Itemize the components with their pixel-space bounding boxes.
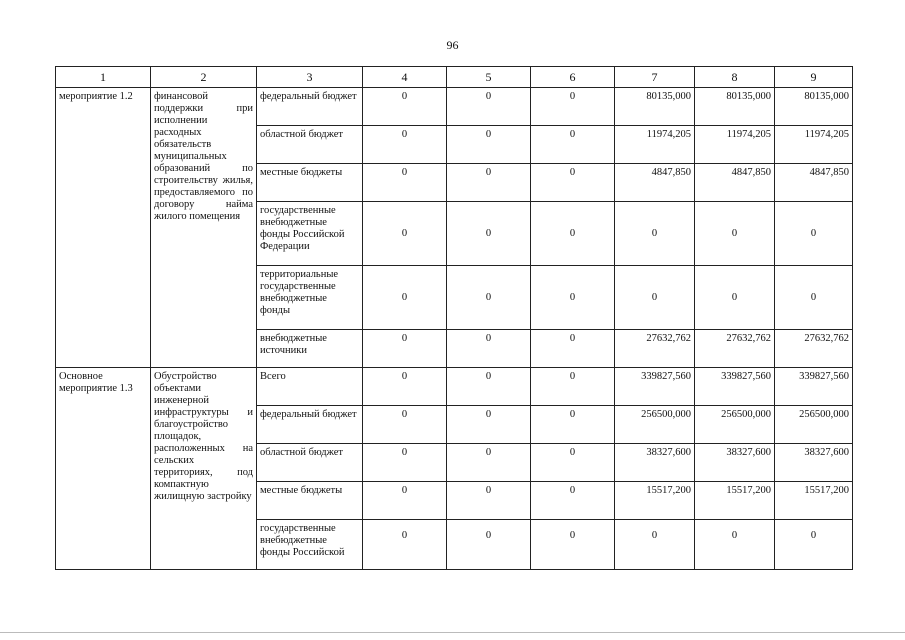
value-cell: 0 bbox=[363, 88, 447, 126]
header-cell: 7 bbox=[615, 67, 695, 88]
value-cell: 0 bbox=[447, 368, 531, 406]
value-cell: 0 bbox=[447, 444, 531, 482]
value-cell: 38327,600 bbox=[695, 444, 775, 482]
value-cell: 0 bbox=[531, 482, 615, 520]
value-cell: 339827,560 bbox=[775, 368, 853, 406]
value-cell: 0 bbox=[447, 330, 531, 368]
source-cell: местные бюджеты bbox=[257, 482, 363, 520]
activity-cell: Основное мероприятие 1.3 bbox=[56, 368, 151, 570]
value-cell: 0 bbox=[363, 126, 447, 164]
header-cell: 5 bbox=[447, 67, 531, 88]
value-cell: 0 bbox=[531, 202, 615, 266]
header-cell: 6 bbox=[531, 67, 615, 88]
value-cell: 0 bbox=[615, 520, 695, 570]
header-cell: 1 bbox=[56, 67, 151, 88]
value-cell: 0 bbox=[363, 266, 447, 330]
value-cell: 0 bbox=[531, 126, 615, 164]
value-cell: 80135,000 bbox=[695, 88, 775, 126]
source-cell: государственные внебюджетные фонды Российской Федерации bbox=[257, 202, 363, 266]
value-cell: 0 bbox=[531, 164, 615, 202]
value-cell: 0 bbox=[531, 406, 615, 444]
value-cell: 0 bbox=[363, 330, 447, 368]
value-cell: 0 bbox=[363, 164, 447, 202]
value-cell: 38327,600 bbox=[615, 444, 695, 482]
page-number: 96 bbox=[446, 38, 459, 52]
source-cell: государственные внебюджетные фонды Российской bbox=[257, 520, 363, 570]
value-cell: 0 bbox=[363, 444, 447, 482]
value-cell: 0 bbox=[363, 520, 447, 570]
value-cell: 0 bbox=[531, 88, 615, 126]
source-cell: областной бюджет bbox=[257, 126, 363, 164]
value-cell: 0 bbox=[615, 266, 695, 330]
value-cell: 27632,762 bbox=[695, 330, 775, 368]
bottom-rule bbox=[0, 632, 905, 633]
value-cell: 0 bbox=[447, 406, 531, 444]
value-cell: 0 bbox=[447, 520, 531, 570]
value-cell: 0 bbox=[695, 266, 775, 330]
value-cell: 15517,200 bbox=[775, 482, 853, 520]
value-cell: 0 bbox=[695, 520, 775, 570]
value-cell: 0 bbox=[447, 482, 531, 520]
value-cell: 38327,600 bbox=[775, 444, 853, 482]
value-cell: 0 bbox=[531, 266, 615, 330]
budget-table bbox=[55, 66, 853, 570]
value-cell: 339827,560 bbox=[695, 368, 775, 406]
value-cell: 0 bbox=[363, 406, 447, 444]
value-cell: 0 bbox=[695, 202, 775, 266]
value-cell: 0 bbox=[531, 520, 615, 570]
header-cell: 2 bbox=[151, 67, 257, 88]
value-cell: 0 bbox=[447, 266, 531, 330]
value-cell: 0 bbox=[775, 520, 853, 570]
value-cell: 0 bbox=[531, 330, 615, 368]
value-cell: 11974,205 bbox=[695, 126, 775, 164]
value-cell: 256500,000 bbox=[695, 406, 775, 444]
value-cell: 0 bbox=[363, 368, 447, 406]
value-cell: 256500,000 bbox=[775, 406, 853, 444]
source-cell: территориальные государственные внебюджетные фонды bbox=[257, 266, 363, 330]
header-cell: 8 bbox=[695, 67, 775, 88]
value-cell: 4847,850 bbox=[775, 164, 853, 202]
value-cell: 0 bbox=[775, 266, 853, 330]
description-cell: Обустройство объектами инженерной инфраструктуры и благоустройство площадок, расположенных на сельских территориях, под компактную жилищную застройку bbox=[151, 368, 257, 570]
value-cell: 4847,850 bbox=[695, 164, 775, 202]
table-row bbox=[56, 368, 853, 406]
source-cell: областной бюджет bbox=[257, 444, 363, 482]
source-cell: внебюджетные источники bbox=[257, 330, 363, 368]
source-cell: Всего bbox=[257, 368, 363, 406]
value-cell: 0 bbox=[615, 202, 695, 266]
value-cell: 4847,850 bbox=[615, 164, 695, 202]
value-cell: 80135,000 bbox=[775, 88, 853, 126]
source-cell: федеральный бюджет bbox=[257, 88, 363, 126]
activity-cell: мероприятие 1.2 bbox=[56, 88, 151, 368]
header-cell: 9 bbox=[775, 67, 853, 88]
value-cell: 0 bbox=[447, 164, 531, 202]
value-cell: 80135,000 bbox=[615, 88, 695, 126]
value-cell: 0 bbox=[363, 202, 447, 266]
description-cell: финансовой поддержки при исполнении расходных обязательств муниципальных образований по строительству жилья, предоставляемого по договору найма жилого помещения bbox=[151, 88, 257, 368]
header-row bbox=[56, 67, 853, 88]
header-cell: 4 bbox=[363, 67, 447, 88]
value-cell: 11974,205 bbox=[775, 126, 853, 164]
value-cell: 0 bbox=[531, 444, 615, 482]
table-row bbox=[56, 88, 853, 126]
value-cell: 0 bbox=[531, 368, 615, 406]
value-cell: 15517,200 bbox=[615, 482, 695, 520]
value-cell: 27632,762 bbox=[615, 330, 695, 368]
source-cell: федеральный бюджет bbox=[257, 406, 363, 444]
source-cell: местные бюджеты bbox=[257, 164, 363, 202]
value-cell: 339827,560 bbox=[615, 368, 695, 406]
value-cell: 256500,000 bbox=[615, 406, 695, 444]
value-cell: 11974,205 bbox=[615, 126, 695, 164]
value-cell: 0 bbox=[447, 126, 531, 164]
value-cell: 0 bbox=[447, 88, 531, 126]
value-cell: 0 bbox=[447, 202, 531, 266]
value-cell: 15517,200 bbox=[695, 482, 775, 520]
value-cell: 27632,762 bbox=[775, 330, 853, 368]
value-cell: 0 bbox=[363, 482, 447, 520]
value-cell: 0 bbox=[775, 202, 853, 266]
header-cell: 3 bbox=[257, 67, 363, 88]
